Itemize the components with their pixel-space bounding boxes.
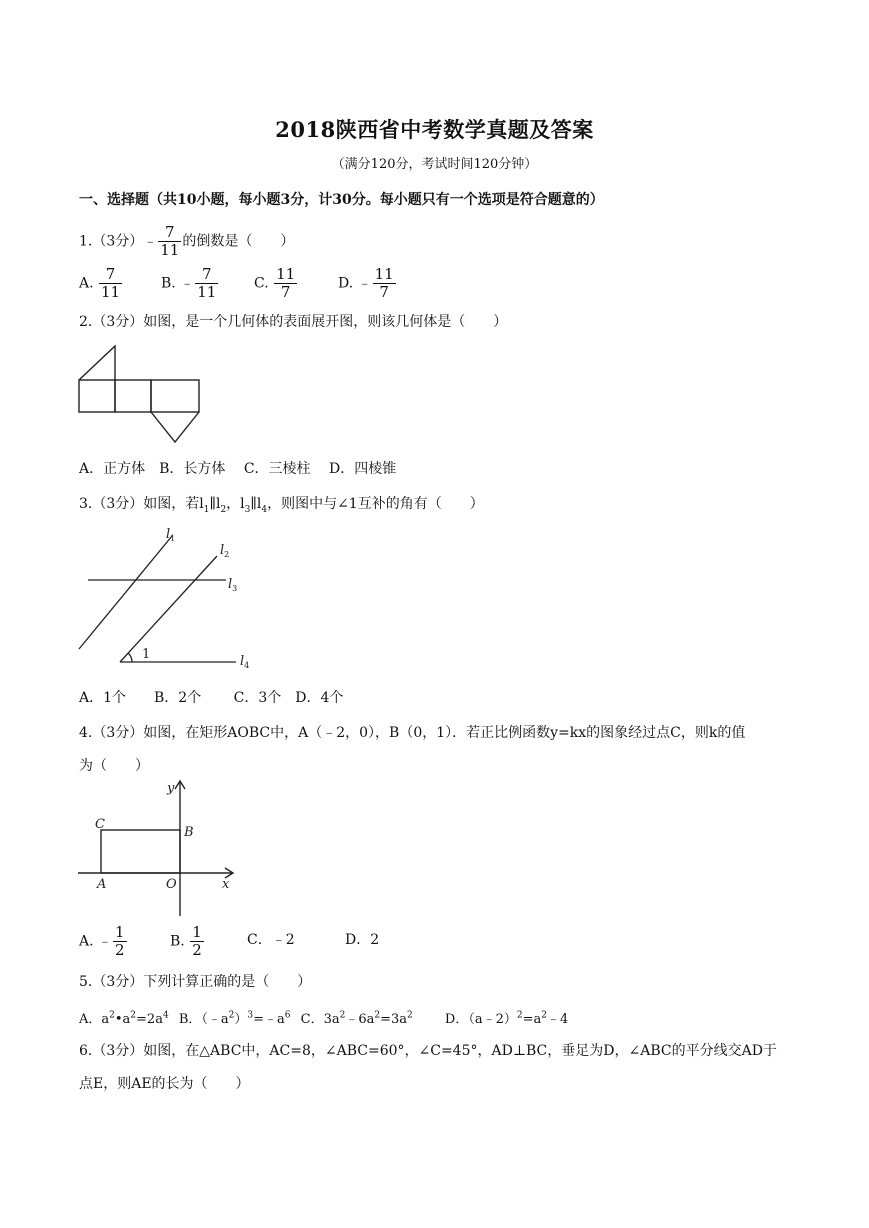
net-figure (76, 342, 206, 446)
option-fraction (113, 924, 127, 959)
question-5: 5.（3分）下列计算正确的是（ ） (79, 974, 312, 990)
svg-text:l1 (166, 527, 175, 543)
label-l1: l (166, 527, 171, 542)
rectangle-axes-figure (76, 778, 246, 920)
option-fraction (99, 266, 122, 301)
opt-sup: 2 (339, 1011, 346, 1021)
opt-sup: 4 (162, 1011, 169, 1021)
option-sign: ﹣ (357, 275, 372, 292)
question-3 (79, 495, 484, 519)
label-angle-1: 1 (142, 647, 151, 662)
frac-den: 11 (197, 283, 217, 301)
q4-option-c: C．﹣2 (247, 932, 295, 948)
label-y: y (167, 781, 175, 796)
label-l4: l (240, 654, 245, 669)
question-6-line-1: 6.（3分）如图，在△ABC中，AC=8，∠ABC=60°，∠C=45°，AD⊥BC，垂足为D，∠ABC的平分线交AD于 (79, 1043, 777, 1059)
net-face-3 (151, 380, 199, 412)
q5-option-d (445, 1012, 568, 1027)
net-face-1 (79, 380, 115, 412)
label-c: C (95, 817, 105, 832)
label-a: A (97, 877, 107, 892)
label-x: x (222, 877, 230, 892)
net-triangle-top (79, 346, 115, 380)
question-4-line-2: 为（ ） (79, 758, 149, 774)
label-l3-sub: 3 (232, 584, 238, 593)
q1-fraction (158, 224, 181, 259)
q3-sub: 1 (203, 504, 210, 515)
option-sign: ﹣ (180, 275, 195, 292)
option-label: B. (161, 275, 176, 292)
q3-text: ，则图中与∠1互补的角有（ ） (267, 496, 484, 512)
net-triangle-bottom (151, 412, 199, 442)
rectangle-aobc (101, 830, 180, 873)
line-l1 (79, 536, 172, 649)
opt-text: ） (234, 1012, 248, 1028)
label-l3: l (228, 577, 233, 592)
q3-text: ∥l (209, 496, 221, 512)
opt-text: B．（﹣a (178, 1012, 229, 1028)
frac-den: 7 (280, 283, 291, 301)
question-2: 2.（3分）如图，是一个几何体的表面展开图，则该几何体是（ ） (79, 314, 508, 330)
q1-suffix: 的倒数是（ ） (182, 233, 295, 250)
svg-text:l2 (220, 543, 229, 559)
opt-text: =2a (136, 1012, 163, 1028)
label-l4-sub: 4 (244, 661, 250, 670)
opt-text: ﹣4 (547, 1012, 569, 1028)
section-heading: 一、选择题（共10小题，每小题3分，计30分。每小题只有一个选项是符合题意的） (79, 192, 604, 208)
q4-option-d: D．2 (345, 932, 380, 948)
opt-text: •a (114, 1012, 131, 1028)
frac-num: 7 (105, 265, 116, 283)
svg-text:l3 (228, 577, 237, 593)
q5-option-a (79, 1012, 169, 1027)
option-fraction (190, 924, 204, 959)
svg-text:l4 (240, 654, 249, 670)
frac-num: 11 (276, 265, 296, 283)
q3-text: 3.（3分）如图，若l (79, 496, 204, 512)
opt-text: C．3a (300, 1012, 340, 1028)
q3-options: A．1个 B．2个 C．3个 D．4个 (79, 690, 344, 706)
q1-option-d (338, 266, 397, 301)
frac-den: 7 (379, 283, 389, 301)
label-l1-sub: 1 (170, 534, 176, 543)
option-label: A. (79, 933, 94, 950)
opt-text: =a (522, 1012, 542, 1028)
line-l2 (120, 556, 217, 662)
question-4-line-1: 4.（3分）如图，在矩形AOBC中，A（﹣2，0），B（0，1）．若正比例函数y=kx的图象经过点C，则k的值 (79, 725, 746, 741)
q1-option-c (254, 266, 298, 301)
q1-prefix: 1.（3分）﹣ (79, 233, 158, 250)
frac-num: 1 (115, 923, 125, 941)
q3-text: ∥l (250, 496, 262, 512)
q5-option-b (179, 1012, 291, 1027)
frac-num: 11 (374, 265, 394, 283)
frac-den: 2 (192, 941, 202, 959)
angle-arc (128, 653, 132, 662)
question-1 (79, 224, 294, 259)
q3-text: ，l (226, 496, 245, 512)
frac-den: 2 (115, 941, 125, 959)
q1-frac-den: 11 (160, 241, 180, 259)
frac-num: 1 (192, 923, 202, 941)
option-label: C. (254, 275, 269, 292)
frac-num: 7 (201, 265, 212, 283)
q3-sub: 2 (220, 504, 227, 515)
q1-option-a (79, 266, 123, 301)
opt-text: D．（a﹣2） (444, 1012, 517, 1028)
q5-option-c (301, 1012, 413, 1027)
q4-option-a (79, 924, 128, 959)
option-sign: ﹣ (98, 933, 113, 950)
question-6-line-2: 点E，则AE的长为（ ） (79, 1076, 250, 1092)
q4-option-b (170, 924, 205, 959)
opt-text: =﹣a (253, 1012, 285, 1028)
opt-sup: 2 (228, 1011, 235, 1021)
opt-sup: 3 (247, 1011, 254, 1021)
option-label: A. (79, 275, 94, 292)
opt-sup: 6 (284, 1011, 291, 1021)
frac-den: 11 (101, 283, 121, 301)
q2-options: A．正方体 B．长方体 C．三棱柱 D．四棱锥 (79, 461, 397, 477)
opt-sup: 2 (374, 1011, 381, 1021)
q1-frac-num: 7 (165, 223, 175, 241)
q5-options (79, 1007, 568, 1029)
option-fraction (195, 266, 218, 301)
q3-sub: 4 (261, 504, 268, 515)
opt-text: A．a (79, 1012, 110, 1028)
opt-sup: 2 (109, 1011, 115, 1021)
page-title: 2018陕西省中考数学真题及答案 (275, 117, 594, 142)
label-l2: l (220, 543, 225, 558)
label-o: O (166, 877, 177, 892)
opt-sup: 2 (407, 1011, 413, 1021)
q3-sub: 3 (244, 504, 251, 515)
label-l2-sub: 2 (224, 550, 230, 559)
parallel-lines-figure (76, 524, 260, 674)
option-label: B. (170, 933, 185, 950)
opt-text: =3a (380, 1012, 408, 1028)
opt-text: ﹣6a (345, 1012, 375, 1028)
q1-option-b (161, 266, 219, 301)
page-subtitle: （满分120分，考试时间120分钟） (331, 157, 538, 172)
label-b: B (184, 825, 194, 840)
opt-sup: 2 (516, 1011, 523, 1021)
net-face-2 (115, 380, 151, 412)
opt-sup: 2 (130, 1011, 137, 1021)
option-fraction (373, 266, 396, 301)
option-label: D. (338, 275, 354, 292)
opt-sup: 2 (541, 1011, 547, 1021)
option-fraction (274, 266, 297, 301)
